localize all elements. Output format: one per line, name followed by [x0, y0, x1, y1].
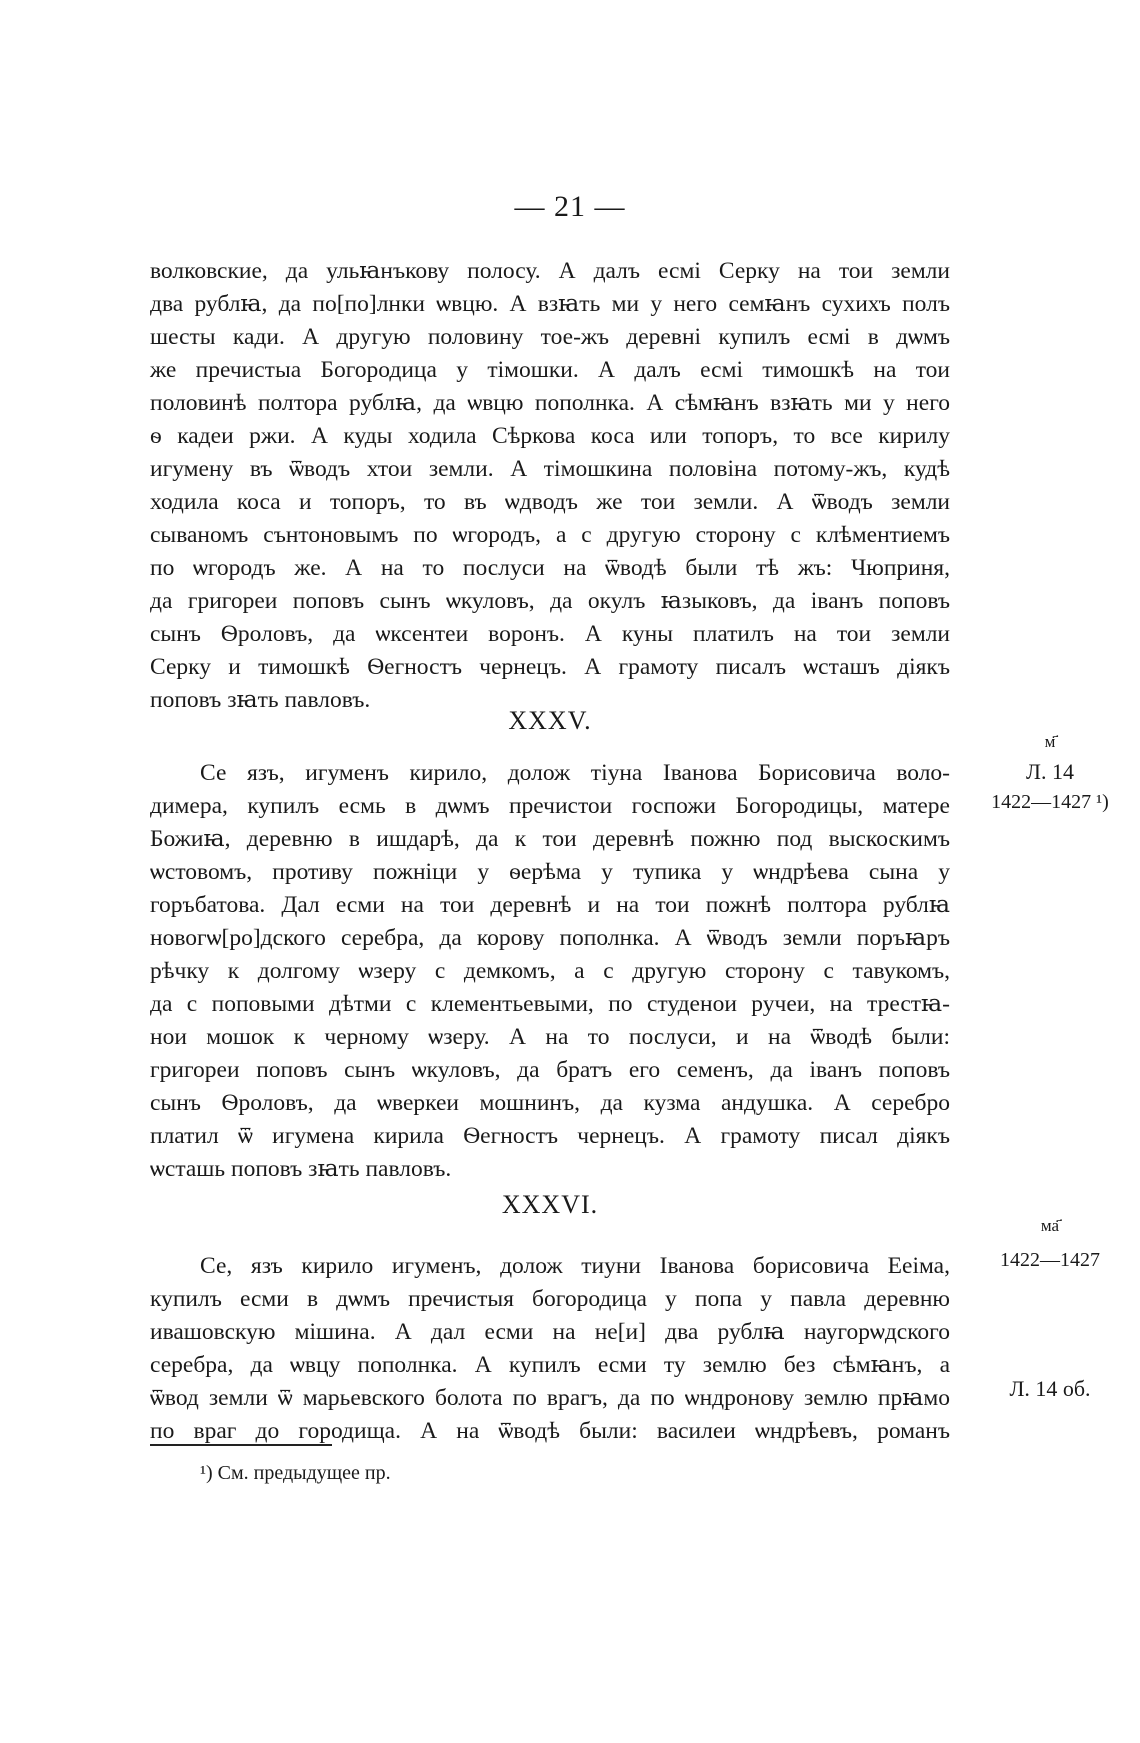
text-line: поповъ зꙗть павловъ. [150, 687, 371, 713]
page-number: — 21 — [514, 190, 626, 223]
text-line: григореи поповъ сынъ ѡкуловъ, да братъ его семенъ, да іванъ поповъ [150, 1057, 950, 1083]
text-line: половинѣ полтора рублꙗ, да ѡвцю пополнка. А сѣмꙗнъ взꙗть ми у него [150, 390, 950, 416]
margin-leaf-reference: Л. 14 [1026, 759, 1074, 784]
text-line: игумену въ ѿводъ хтои земли. А тімошкина половіна потому-жъ, кудѣ [150, 456, 950, 482]
margin-numeral-mark: ма҃ [1040, 1216, 1060, 1235]
text-line: Серку и тимошкѣ Ѳегностъ чернецъ. А грамоту писалъ ѡсташъ діякъ [150, 654, 950, 680]
text-block-xxxv [150, 757, 950, 1186]
footnote: ¹) См. предыдущее пр. [200, 1462, 391, 1484]
text-line: ѿвод земли ѿ марьевского болота по врагъ, да по ѡндронову землю прꙗмо [150, 1385, 950, 1411]
text-line: шесты кади. А другую половину тое-жъ деревні купилъ есмі в дѡмъ [150, 324, 950, 350]
text-line: сываномъ сънтоновымъ по ѡгородъ, а с другую сторону с клѣментиемъ [150, 522, 950, 548]
text-line: платил ѿ игумена кирила Ѳегностъ чернецъ. А грамоту писал діякъ [150, 1123, 950, 1149]
section-title-xxxvi: XXXVI. [501, 1190, 599, 1219]
text-line: новогѡ[ро]дского серебра, да корову пополнка. А ѿводъ земли поръꙗръ [150, 925, 950, 951]
section-title-xxxv: XXXV. [508, 706, 592, 735]
text-line: Се, язъ кирило игуменъ, долож тиуни Іванова борисовича Ееіма, [200, 1253, 950, 1279]
margin-date: 1422—1427 [1000, 1249, 1100, 1271]
text-block-xxxvi [150, 1250, 950, 1448]
text-line: Се язъ, игуменъ кирило, долож тіуна Іванова Борисовича воло- [200, 760, 950, 786]
text-line: по ѡгородъ же. А на то послуси на ѿводѣ были тѣ жъ: Чюприня, [150, 555, 950, 581]
text-line: сынъ Ѳроловъ, да ѡксентеи воронъ. А куны платилъ на тои земли [150, 621, 950, 647]
text-line: Божиꙗ, деревню в ишдарѣ, да к тои деревнѣ пожню под выскоскимъ [150, 826, 950, 852]
text-line: же пречистыа Богородица у тімошки. А далъ есмі тимошкѣ на тои [150, 357, 950, 383]
text-line: да с поповыми дѣтми с клементьевыми, по студенои ручеи, на трестꙗ- [150, 991, 950, 1017]
footnote-divider [150, 1444, 332, 1446]
text-line: ѡстовомъ, противу пожніци у ѳерѣма у тупика у ѡндрѣева сына у [150, 859, 950, 885]
text-line: нои мошок к черному ѡзеру. А на то послуси, и на ѿводѣ были: [150, 1024, 950, 1050]
text-line: сынъ Ѳроловъ, да ѡверкеи мошнинъ, да кузма андушка. А серебро [150, 1090, 950, 1116]
text-line: два рублꙗ, да по[по]лнки ѡвцю. А взꙗть ми у него семꙗнъ сухихъ полъ [150, 291, 950, 317]
text-line: рѣчку к долгому ѡзеру с демкомъ, а с другую сторону с тавукомъ, [150, 958, 950, 984]
text-line: да григореи поповъ сынъ ѡкуловъ, да окулъ ꙗзыковъ, да іванъ поповъ [150, 588, 950, 614]
text-line: ѳ кадеи ржи. А куды ходила Сѣркова коса или топоръ, то все кирилу [150, 423, 950, 449]
text-line: серебра, да ѡвцу пополнка. А купилъ есми ту землю без сѣмꙗнъ, а [150, 1352, 950, 1378]
text-line: горъбатова. Дал есми на тои деревнѣ и на тои пожнѣ полтора рублꙗ [150, 892, 950, 918]
text-block-continuation [150, 255, 950, 717]
text-line: волковские, да ульꙗнъкову полосу. А далъ есмі Серку на тои земли [150, 258, 950, 284]
margin-numeral-mark: м҃ [1044, 732, 1056, 751]
text-line: ходила коса и топоръ, то въ ѡдводъ же тои земли. А ѿводъ земли [150, 489, 950, 515]
text-line: по враг до городища. А на ѿводѣ были: василеи ѡндрѣевъ, романъ [150, 1418, 950, 1444]
text-line: ѡсташь поповъ зꙗть павловъ. [150, 1156, 452, 1182]
margin-date: 1422—1427 ¹) [991, 791, 1109, 813]
text-line: ивашовскую мішина. А дал есми на не[и] два рублꙗ наугорѡдского [150, 1319, 950, 1345]
margin-leaf-reference: Л. 14 об. [1009, 1376, 1091, 1401]
text-line: купилъ есми в дѡмъ пречистыя богородица у попа у павла деревню [150, 1286, 950, 1312]
text-line: димера, купилъ есмь в дѡмъ пречистои госпожи Богородицы, матере [150, 793, 950, 819]
